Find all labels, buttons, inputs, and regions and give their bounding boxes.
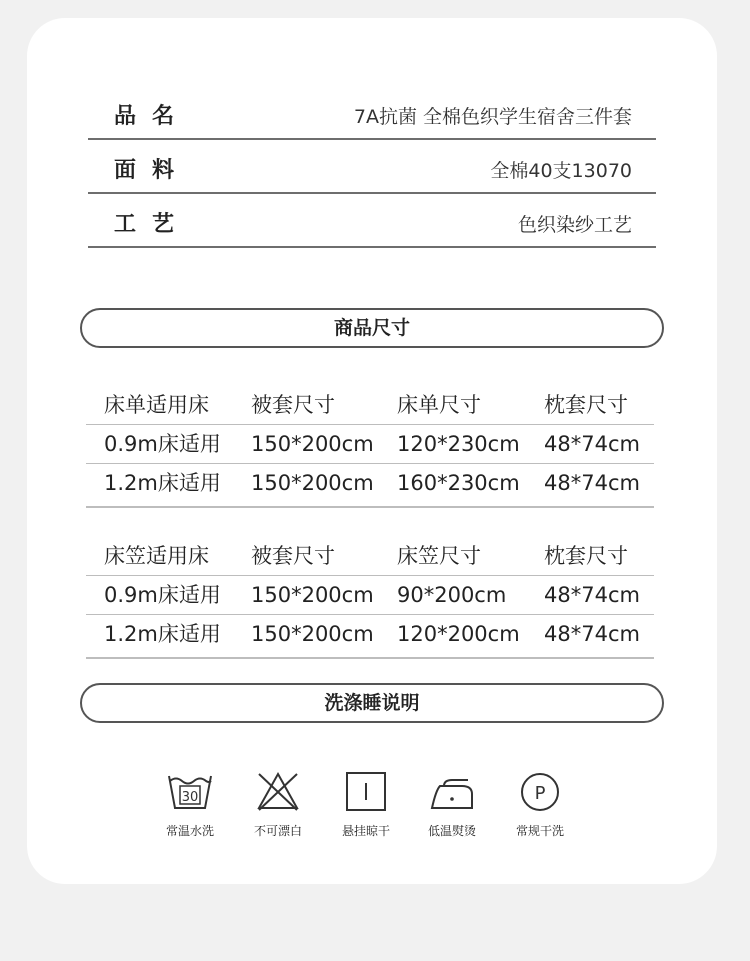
- info-row-fabric: [88, 140, 656, 194]
- table-cell: 160*230cm: [397, 471, 520, 495]
- table-header: 被套尺寸: [251, 393, 335, 417]
- care-item-dry-clean: [500, 770, 580, 839]
- table-header: 床单尺寸: [397, 393, 481, 417]
- table-header: 床笠适用床: [104, 544, 209, 568]
- table-divider: [86, 657, 654, 659]
- info-row-name: [88, 86, 656, 140]
- size-table-fitted: [86, 537, 654, 659]
- table-cell: 150*200cm: [251, 583, 374, 607]
- table-divider: [86, 506, 654, 508]
- section-title-size: 商品尺寸: [80, 308, 664, 348]
- table-cell: 120*200cm: [397, 622, 520, 646]
- care-label: 常温水洗: [165, 824, 214, 838]
- table-cell: 1.2m床适用: [104, 622, 221, 646]
- care-item-no-bleach: [238, 770, 318, 839]
- info-value: 全棉40支13070: [490, 160, 632, 182]
- table-header: 枕套尺寸: [544, 393, 628, 417]
- care-item-low-iron: [412, 770, 492, 839]
- wash-temp-number: 30: [181, 790, 199, 805]
- table-cell: 48*74cm: [544, 622, 640, 646]
- info-row-craft: [88, 194, 656, 248]
- hang-dry-icon: [343, 770, 389, 812]
- table-header: 床单适用床: [104, 393, 209, 417]
- care-label: 常规干洗: [515, 824, 564, 838]
- table-row: [86, 464, 654, 502]
- care-item-wash: [150, 770, 230, 839]
- info-label: 工艺: [114, 212, 191, 237]
- table-cell: 48*74cm: [544, 432, 640, 456]
- no-bleach-icon: [255, 770, 301, 812]
- care-label: 不可漂白: [253, 824, 302, 838]
- table-cell: 150*200cm: [251, 622, 374, 646]
- table-cell: 0.9m床适用: [104, 432, 221, 456]
- table-header: 床笠尺寸: [397, 544, 481, 568]
- table-header-row: [86, 537, 654, 576]
- table-row: [86, 425, 654, 464]
- table-cell: 0.9m床适用: [104, 583, 221, 607]
- table-cell: 120*230cm: [397, 432, 520, 456]
- wash-30-icon: [167, 770, 213, 812]
- table-header: 枕套尺寸: [544, 544, 628, 568]
- care-item-hang-dry: [326, 770, 406, 839]
- info-label: 品名: [114, 104, 191, 129]
- table-cell: 90*200cm: [397, 583, 507, 607]
- table-cell: 1.2m床适用: [104, 471, 221, 495]
- info-value: 色织染纱工艺: [517, 214, 632, 236]
- care-label: 悬挂晾干: [341, 824, 390, 838]
- table-row: [86, 576, 654, 615]
- table-cell: 48*74cm: [544, 471, 640, 495]
- table-cell: 150*200cm: [251, 471, 374, 495]
- low-iron-icon: [428, 770, 476, 812]
- table-cell: 150*200cm: [251, 432, 374, 456]
- table-header-row: [86, 386, 654, 425]
- size-table-sheet: [86, 386, 654, 508]
- info-label: 面料: [114, 158, 191, 183]
- care-label: 低温熨烫: [427, 824, 476, 838]
- dry-clean-p-icon: [517, 770, 563, 812]
- table-row: [86, 615, 654, 653]
- dry-clean-letter: P: [534, 783, 546, 804]
- table-cell: 48*74cm: [544, 583, 640, 607]
- table-header: 被套尺寸: [251, 544, 335, 568]
- info-value: 7A抗菌 全棉色织学生宿舍三件套: [353, 106, 632, 128]
- section-title-wash: 洗涤睡说明: [80, 683, 664, 723]
